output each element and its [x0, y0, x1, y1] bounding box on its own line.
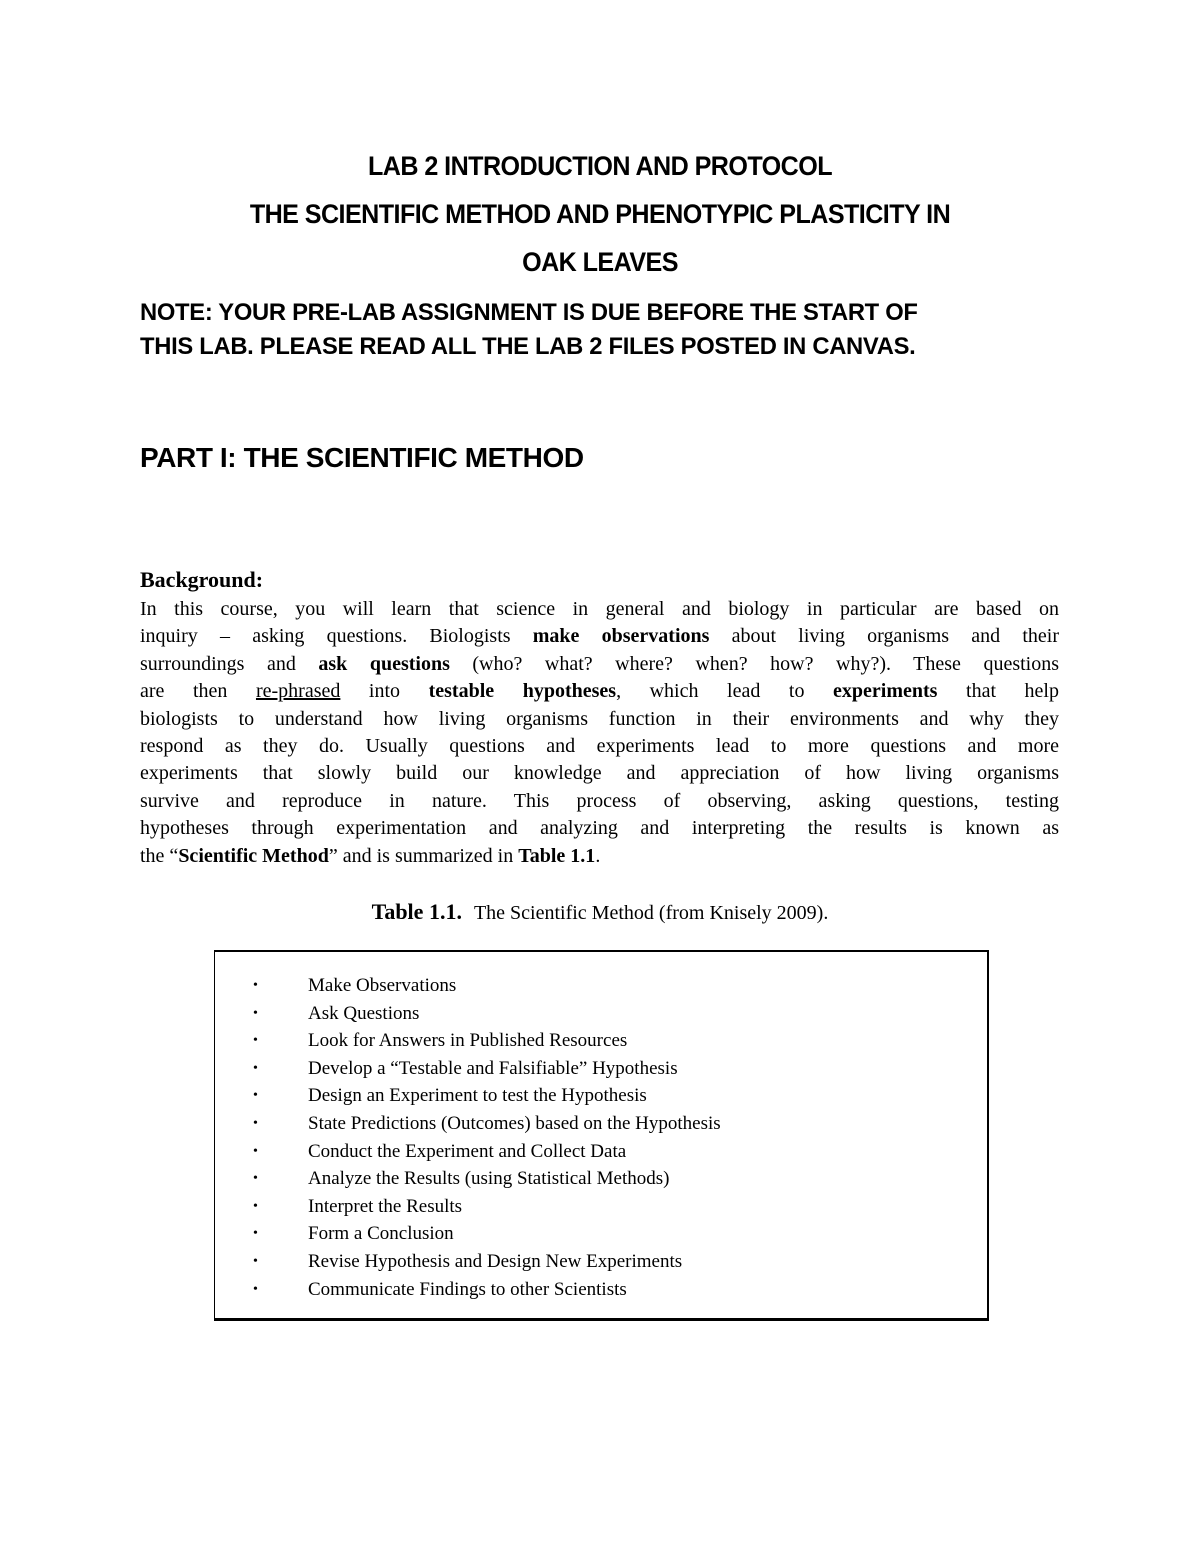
- list-item: [215, 1220, 987, 1248]
- list-item: [215, 1082, 987, 1110]
- text-run: that help: [937, 680, 1059, 703]
- list-item: [215, 1055, 987, 1083]
- text-run: ” and is summarized in: [328, 844, 519, 867]
- text-run: experiments that slowly build our knowledge and appreciation of how living organisms: [140, 762, 1059, 785]
- step-text: Develop a “Testable and Falsifiable” Hypothesis: [308, 1057, 678, 1079]
- bold-term: testable hypotheses: [428, 680, 617, 703]
- title-line-2: THE SCIENTIFIC METHOD AND PHENOTYPIC PLASTICITY IN: [249, 199, 951, 229]
- bullet-icon: •: [253, 1143, 258, 1159]
- bold-term: Table 1.1: [518, 844, 596, 867]
- step-text: Form a Conclusion: [308, 1223, 454, 1245]
- step-text: Ask Questions: [308, 1002, 420, 1024]
- list-item: [215, 1248, 987, 1276]
- document-title: [172, 142, 1028, 286]
- background-heading: Background:: [140, 567, 264, 592]
- bullet-icon: •: [253, 1253, 258, 1269]
- text-run: biologists to understand how living organisms function in their environments and why they: [140, 707, 1059, 730]
- text-run: the “: [140, 844, 179, 867]
- bullet-icon: •: [253, 1060, 258, 1076]
- bullet-icon: •: [253, 1088, 258, 1104]
- paragraph-line: [140, 733, 1059, 760]
- text-run: , which lead to: [616, 680, 834, 703]
- bold-term: experiments: [833, 680, 938, 703]
- note-line-2: THIS LAB. PLEASE READ ALL THE LAB 2 FILES POSTED IN CANVAS.: [140, 333, 916, 360]
- step-text: Revise Hypothesis and Design New Experiments: [308, 1250, 683, 1272]
- list-item: [215, 1165, 987, 1193]
- step-text: Conduct the Experiment and Collect Data: [308, 1140, 627, 1162]
- paragraph-line: [140, 678, 1059, 705]
- paragraph-line: [140, 760, 1059, 787]
- step-text: Interpret the Results: [308, 1195, 463, 1217]
- paragraph-line: [140, 815, 1059, 842]
- list-item: [215, 972, 987, 1000]
- text-run: about living organisms and their: [709, 625, 1059, 648]
- step-text: Communicate Findings to other Scientists: [308, 1278, 627, 1300]
- table-caption-text: The Scientific Method (from Knisely 2009).: [473, 902, 829, 924]
- title-line-1: LAB 2 INTRODUCTION AND PROTOCOL: [368, 151, 832, 181]
- step-text: Make Observations: [308, 975, 457, 996]
- list-item: [215, 1276, 987, 1304]
- text-run: hypotheses through experimentation and analyzing and interpreting the results is known as: [140, 817, 1059, 840]
- bullet-icon: •: [253, 1171, 258, 1187]
- text-run: inquiry – asking questions. Biologists: [140, 625, 533, 648]
- text-run: respond as they do. Usually questions and experiments lead to more questions and more: [140, 734, 1059, 757]
- paragraph-line: [140, 596, 1059, 623]
- table-caption-label: Table 1.1.: [371, 899, 462, 924]
- list-item: [215, 1110, 987, 1138]
- bold-term: Scientific Method: [178, 844, 329, 867]
- list-item: [215, 1138, 987, 1166]
- paragraph-line: [140, 623, 1059, 650]
- list-item: [215, 1193, 987, 1221]
- text-run: (who? what? where? when? how? why?). These questions: [449, 652, 1060, 675]
- text-run: into: [340, 680, 429, 703]
- text-run: are then: [140, 680, 256, 703]
- background-paragraph: [140, 596, 1059, 870]
- step-text: Look for Answers in Published Resources: [308, 1030, 628, 1052]
- text-run: survive and reproduce in nature. This process of observing, asking questions, testing: [140, 789, 1059, 812]
- list-item: [215, 1027, 987, 1055]
- note-line-1: NOTE: YOUR PRE-LAB ASSIGNMENT IS DUE BEFORE THE START OF: [140, 299, 918, 326]
- paragraph-line: [140, 651, 1059, 678]
- scientific-method-steps-list: [215, 972, 987, 1303]
- bold-term: ask questions: [318, 652, 450, 675]
- bullet-icon: •: [253, 1005, 258, 1021]
- prelab-note: [140, 296, 1060, 364]
- paragraph-line: [140, 706, 1059, 733]
- part-heading: PART I: THE SCIENTIFIC METHOD: [140, 442, 584, 473]
- bullet-icon: •: [253, 1226, 258, 1242]
- step-text: State Predictions (Outcomes) based on the Hypothesis: [308, 1112, 721, 1134]
- underlined-term: re-phrased: [255, 680, 341, 703]
- bullet-icon: •: [253, 1033, 258, 1049]
- step-text: Analyze the Results (using Statistical Methods): [308, 1168, 670, 1190]
- paragraph-line: [140, 788, 1059, 815]
- scientific-method-steps-box: [214, 950, 989, 1321]
- bullet-icon: •: [253, 978, 258, 993]
- bold-term: make observations: [532, 625, 710, 648]
- text-run: In this course, you will learn that science in general and biology in particular are based on: [140, 598, 1059, 620]
- text-run: .: [595, 844, 601, 867]
- text-run: surroundings and: [140, 652, 319, 675]
- step-text: Design an Experiment to test the Hypothesis: [308, 1085, 647, 1107]
- bullet-icon: •: [253, 1198, 258, 1214]
- list-item: [215, 1000, 987, 1028]
- table-caption: [0, 896, 1200, 929]
- title-line-3: OAK LEAVES: [522, 247, 678, 277]
- paragraph-line: [140, 843, 1059, 870]
- bullet-icon: •: [253, 1281, 258, 1297]
- bullet-icon: •: [253, 1115, 258, 1131]
